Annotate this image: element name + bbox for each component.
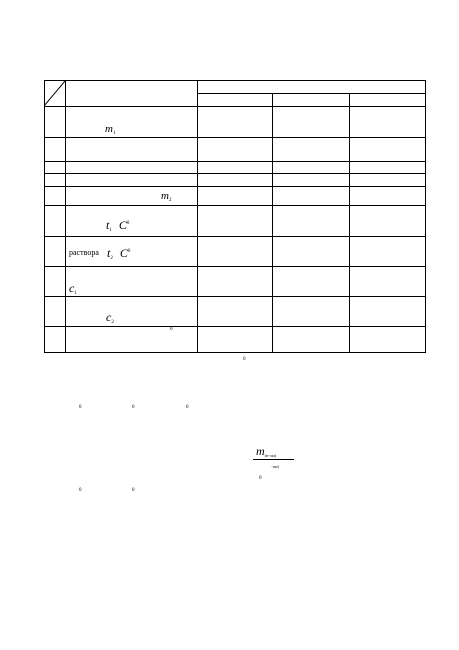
table-border-top — [44, 80, 426, 81]
row-divider — [44, 205, 426, 206]
table-border-bottom — [44, 352, 426, 353]
label-solution-t2: раствора — [69, 248, 99, 257]
table-border-right — [425, 80, 426, 353]
label-m2: m2 — [161, 190, 172, 203]
row-divider — [44, 137, 426, 138]
column-divider — [65, 80, 66, 353]
fraction-bar — [253, 459, 294, 460]
label-m1: m1 — [105, 123, 116, 136]
label-t2: t2 $C^0$ — [107, 246, 131, 261]
column-divider — [272, 93, 273, 353]
label-c2: c2 — [106, 310, 114, 325]
column-divider — [197, 80, 198, 353]
label-t1: t1 $C^0$ — [106, 218, 130, 233]
row-divider — [44, 161, 426, 162]
degree-mark: 0 — [132, 488, 135, 493]
degree-mark: 0 — [132, 405, 135, 410]
table-border-left — [44, 80, 45, 353]
row-divider — [44, 296, 426, 297]
row-divider — [44, 266, 426, 267]
corner-diagonal — [44, 81, 65, 106]
row9-degree-mark: 0 — [170, 327, 173, 332]
degree-mark: 0 — [186, 405, 189, 410]
row-divider — [44, 173, 426, 174]
below-table-mark: 0 — [243, 357, 246, 362]
column-divider — [349, 93, 350, 353]
header-divider-bottom — [44, 106, 426, 107]
fraction-mark: 0 — [259, 476, 262, 481]
fraction-denominator: −ии) — [271, 464, 279, 469]
header-divider-right — [197, 93, 426, 94]
degree-mark: 0 — [79, 488, 82, 493]
row-divider — [44, 236, 426, 237]
fraction-numerator: m(н−ии) — [256, 444, 277, 458]
row-divider — [44, 186, 426, 187]
label-c1: c1 — [69, 281, 77, 296]
degree-mark: 0 — [79, 405, 82, 410]
row-divider — [44, 326, 426, 327]
